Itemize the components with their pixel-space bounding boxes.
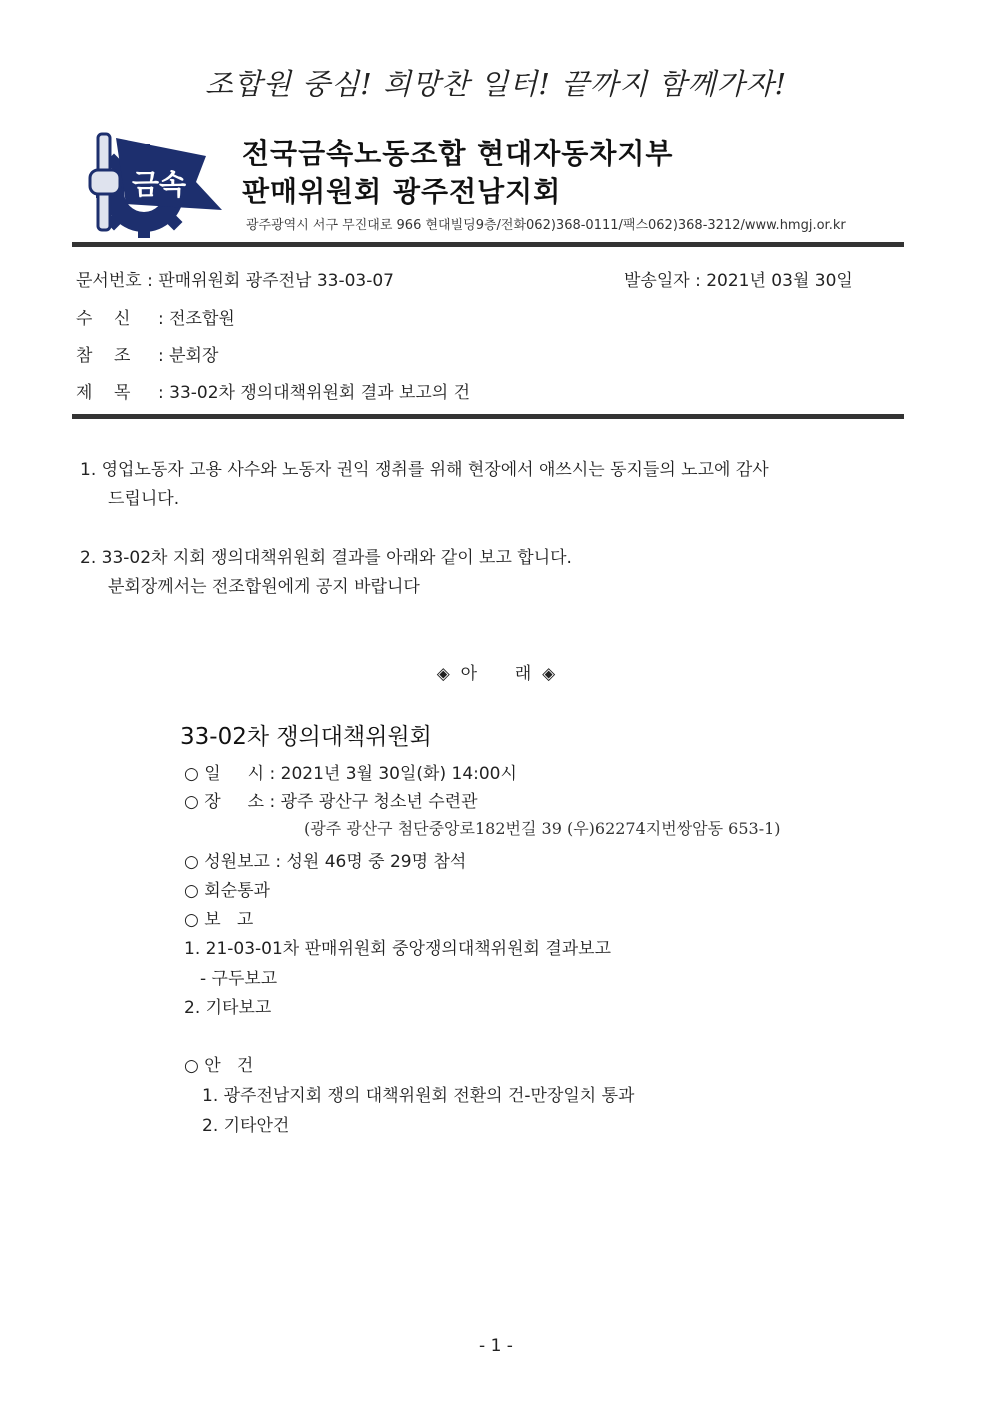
paragraph-2-line-2: 분회장께서는 전조합원에게 공지 바랍니다 (108, 577, 420, 597)
paragraph-1-line-2: 드립니다. (108, 489, 180, 509)
meeting-quorum: ○ 성원보고 : 성원 46명 중 29명 참석 (184, 852, 467, 872)
meeting-datetime: ○ 일 시 : 2021년 3월 30일(화) 14:00시 (184, 764, 517, 784)
slogan: 조합원 중심! 희망찬 일터! 끝까지 함께가자! (204, 67, 788, 101)
reference-label: 참 조 (76, 346, 131, 366)
org-name-line2: 판매위원회 광주전남지회 (242, 175, 562, 208)
meeting-minutes: ○ 회순통과 (184, 881, 270, 901)
meeting-place-detail: (광주 광산구 첨단중앙로182번길 39 (우)62274지번쌍암동 653-1) (304, 819, 781, 838)
recipient-value: : 전조합원 (158, 309, 235, 329)
send-date: 발송일자 : 2021년 03월 30일 (624, 271, 853, 291)
subject-label: 제 목 (76, 383, 131, 403)
header-divider (72, 242, 904, 247)
meta-divider (72, 414, 904, 419)
logo-text: 금속 (132, 168, 187, 201)
meeting-title: 33-02차 쟁의대책위원회 (180, 724, 432, 750)
paragraph-1-line-1: 1. 영업노동자 고용 사수와 노동자 권익 쟁취를 위해 현장에서 애쓰시는 동지들의 노고에 감사 (80, 460, 769, 480)
below-heading: ◈ 아 래 ◈ (436, 664, 556, 684)
agenda-item-1: 1. 광주전남지회 쟁의 대책위원회 전환의 건-만장일치 통과 (202, 1086, 635, 1106)
agenda-item-2: 2. 기타안건 (202, 1116, 290, 1136)
subject-value: : 33-02차 쟁의대책위원회 결과 보고의 건 (158, 383, 471, 403)
agenda-heading: ○ 안 건 (184, 1056, 254, 1076)
recipient-label: 수 신 (76, 309, 131, 329)
report-item-1: 1. 21-03-01차 판매위원회 중앙쟁의대책위원회 결과보고 (184, 939, 612, 959)
page-number: - 1 - (479, 1336, 513, 1356)
doc-number: 문서번호 : 판매위원회 광주전남 33-03-07 (76, 271, 394, 291)
org-address: 광주광역시 서구 무진대로 966 현대빌딩9층/전화062)368-0111/팩스062)368-3212/www.hmgj.or.kr (246, 218, 846, 233)
report-item-2: 2. 기타보고 (184, 998, 272, 1018)
paragraph-2-line-1: 2. 33-02차 지회 쟁의대책위원회 결과를 아래와 같이 보고 합니다. (80, 548, 572, 568)
meeting-place: ○ 장 소 : 광주 광산구 청소년 수련관 (184, 792, 478, 812)
reference-value: : 분회장 (158, 346, 219, 366)
org-name-line1: 전국금속노동조합 현대자동차지부 (242, 137, 674, 170)
report-heading: ○ 보 고 (184, 910, 254, 930)
union-logo (86, 130, 224, 238)
report-item-1-sub: - 구두보고 (200, 969, 278, 989)
